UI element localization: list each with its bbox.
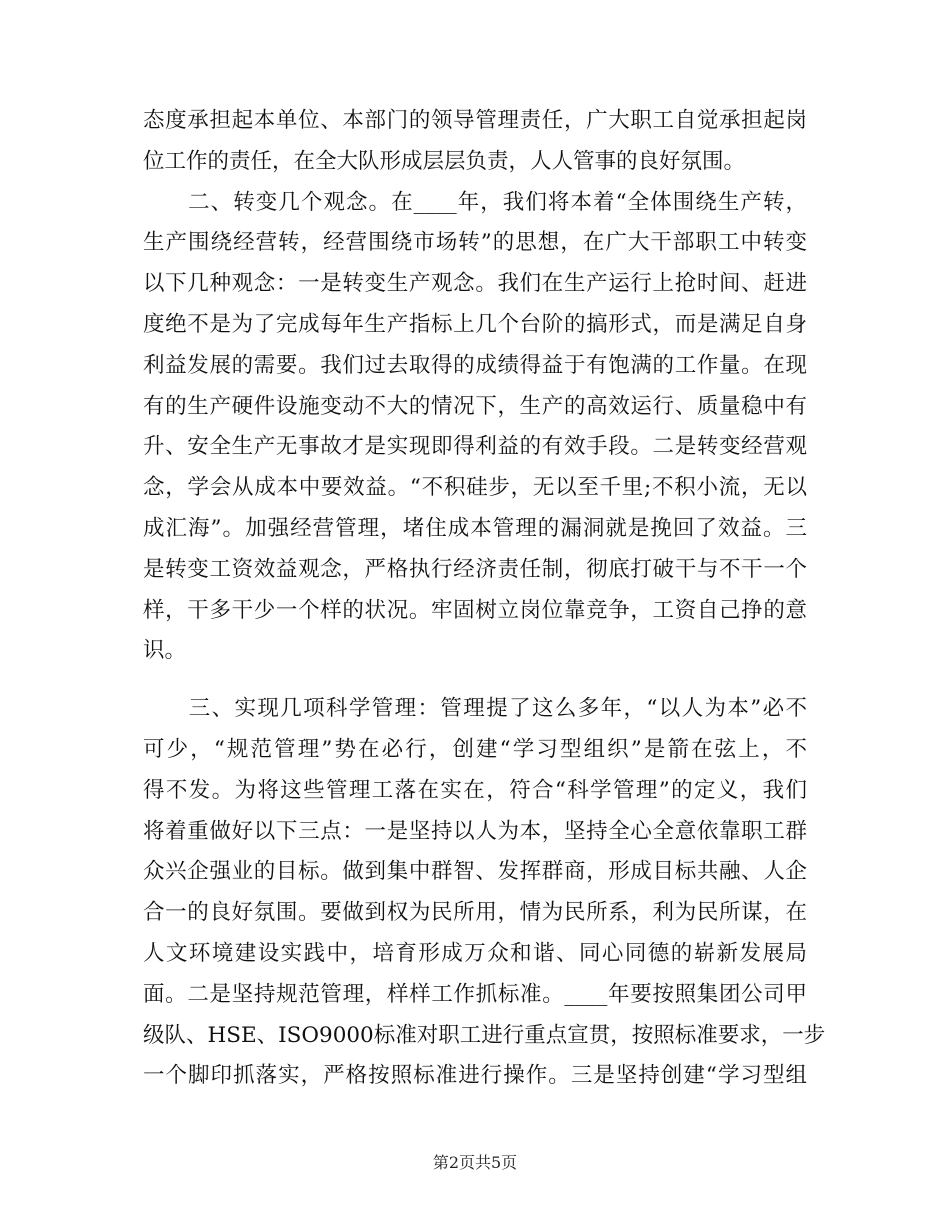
text-line: 成汇海”。加强经营管理，堵住成本管理的漏洞就是挽回了效益。三 — [143, 515, 807, 541]
text-line: 一个脚印抓落实，严格按照标准进行操作。三是坚持创建“学习型组 — [143, 1063, 807, 1089]
body-text — [143, 101, 826, 1097]
paragraph-2 — [143, 183, 807, 673]
text-line: 样，干多干少一个样的状况。牢固树立岗位靠竞争，工资自己挣的意 — [143, 597, 807, 623]
paragraph-3 — [143, 689, 826, 1097]
text-line: 有的生产硬件设施变动不大的情况下，生产的高效运行、质量稳中有 — [143, 393, 807, 419]
text-line: 度绝不是为了完成每年生产指标上几个台阶的搞形式，而是满足自身 — [143, 311, 807, 337]
text-line: 合一的良好氛围。要做到权为民所用，情为民所系，利为民所谋，在 — [143, 900, 807, 926]
text-line: 级队、HSE、ISO9000标准对职工进行重点宣贯，按照标准要求，一步 — [143, 1022, 826, 1048]
text-line: 以下几种观念：一是转变生产观念。我们在生产运行上抢时间、赶进 — [143, 271, 807, 297]
text-line: 态度承担起本单位、本部门的领导管理责任，广大职工自觉承担起岗 — [143, 108, 807, 133]
text-line: 得不发。为将这些管理工落在实在，符合“科学管理”的定义，我们 — [143, 777, 807, 803]
text-line: 利益发展的需要。我们过去取得的成绩得益于有饱满的工作量。在现 — [143, 352, 807, 378]
text-line: 念，学会从成本中要效益。“不积硅步，无以至千里;不积小流，无以 — [143, 475, 807, 501]
text-line: 升、安全生产无事故才是实现即得利益的有效手段。二是转变经营观 — [143, 434, 807, 460]
text-line: 三、实现几项科学管理：管理提了这么多年，“以人为本”必不 — [143, 696, 807, 722]
text-line: 将着重做好以下三点：一是坚持以人为本，坚持全心全意依靠职工群 — [143, 818, 807, 844]
paragraph-1 — [143, 101, 807, 183]
text-line: 可少，“规范管理”势在必行，创建“学习型组织”是箭在弦上，不 — [143, 736, 807, 762]
text-line: 生产围绕经营转，经营围绕市场转”的思想，在广大干部职工中转变 — [143, 230, 807, 256]
text-line: 人文环境建设实践中，培育形成万众和谐、同心同德的崭新发展局 — [143, 940, 807, 966]
page-number: 第2页共5页 — [432, 1153, 518, 1172]
text-line: 识。 — [143, 638, 187, 664]
text-line: 是转变工资效益观念，严格执行经济责任制，彻底打破干与不干一个 — [143, 556, 807, 582]
text-line: 众兴企强业的目标。做到集中群智、发挥群商，形成目标共融、人企 — [143, 859, 807, 885]
text-line: 面。二是坚持规范管理，样样工作抓标准。____年要按照集团公司甲 — [143, 981, 807, 1007]
text-line: 位工作的责任，在全大队形成层层负责，人人管事的良好氛围。 — [143, 148, 746, 174]
paragraph-spacer — [143, 672, 807, 689]
text-line: 二、转变几个观念。在____年，我们将本着“全体围绕生产转， — [143, 189, 807, 215]
